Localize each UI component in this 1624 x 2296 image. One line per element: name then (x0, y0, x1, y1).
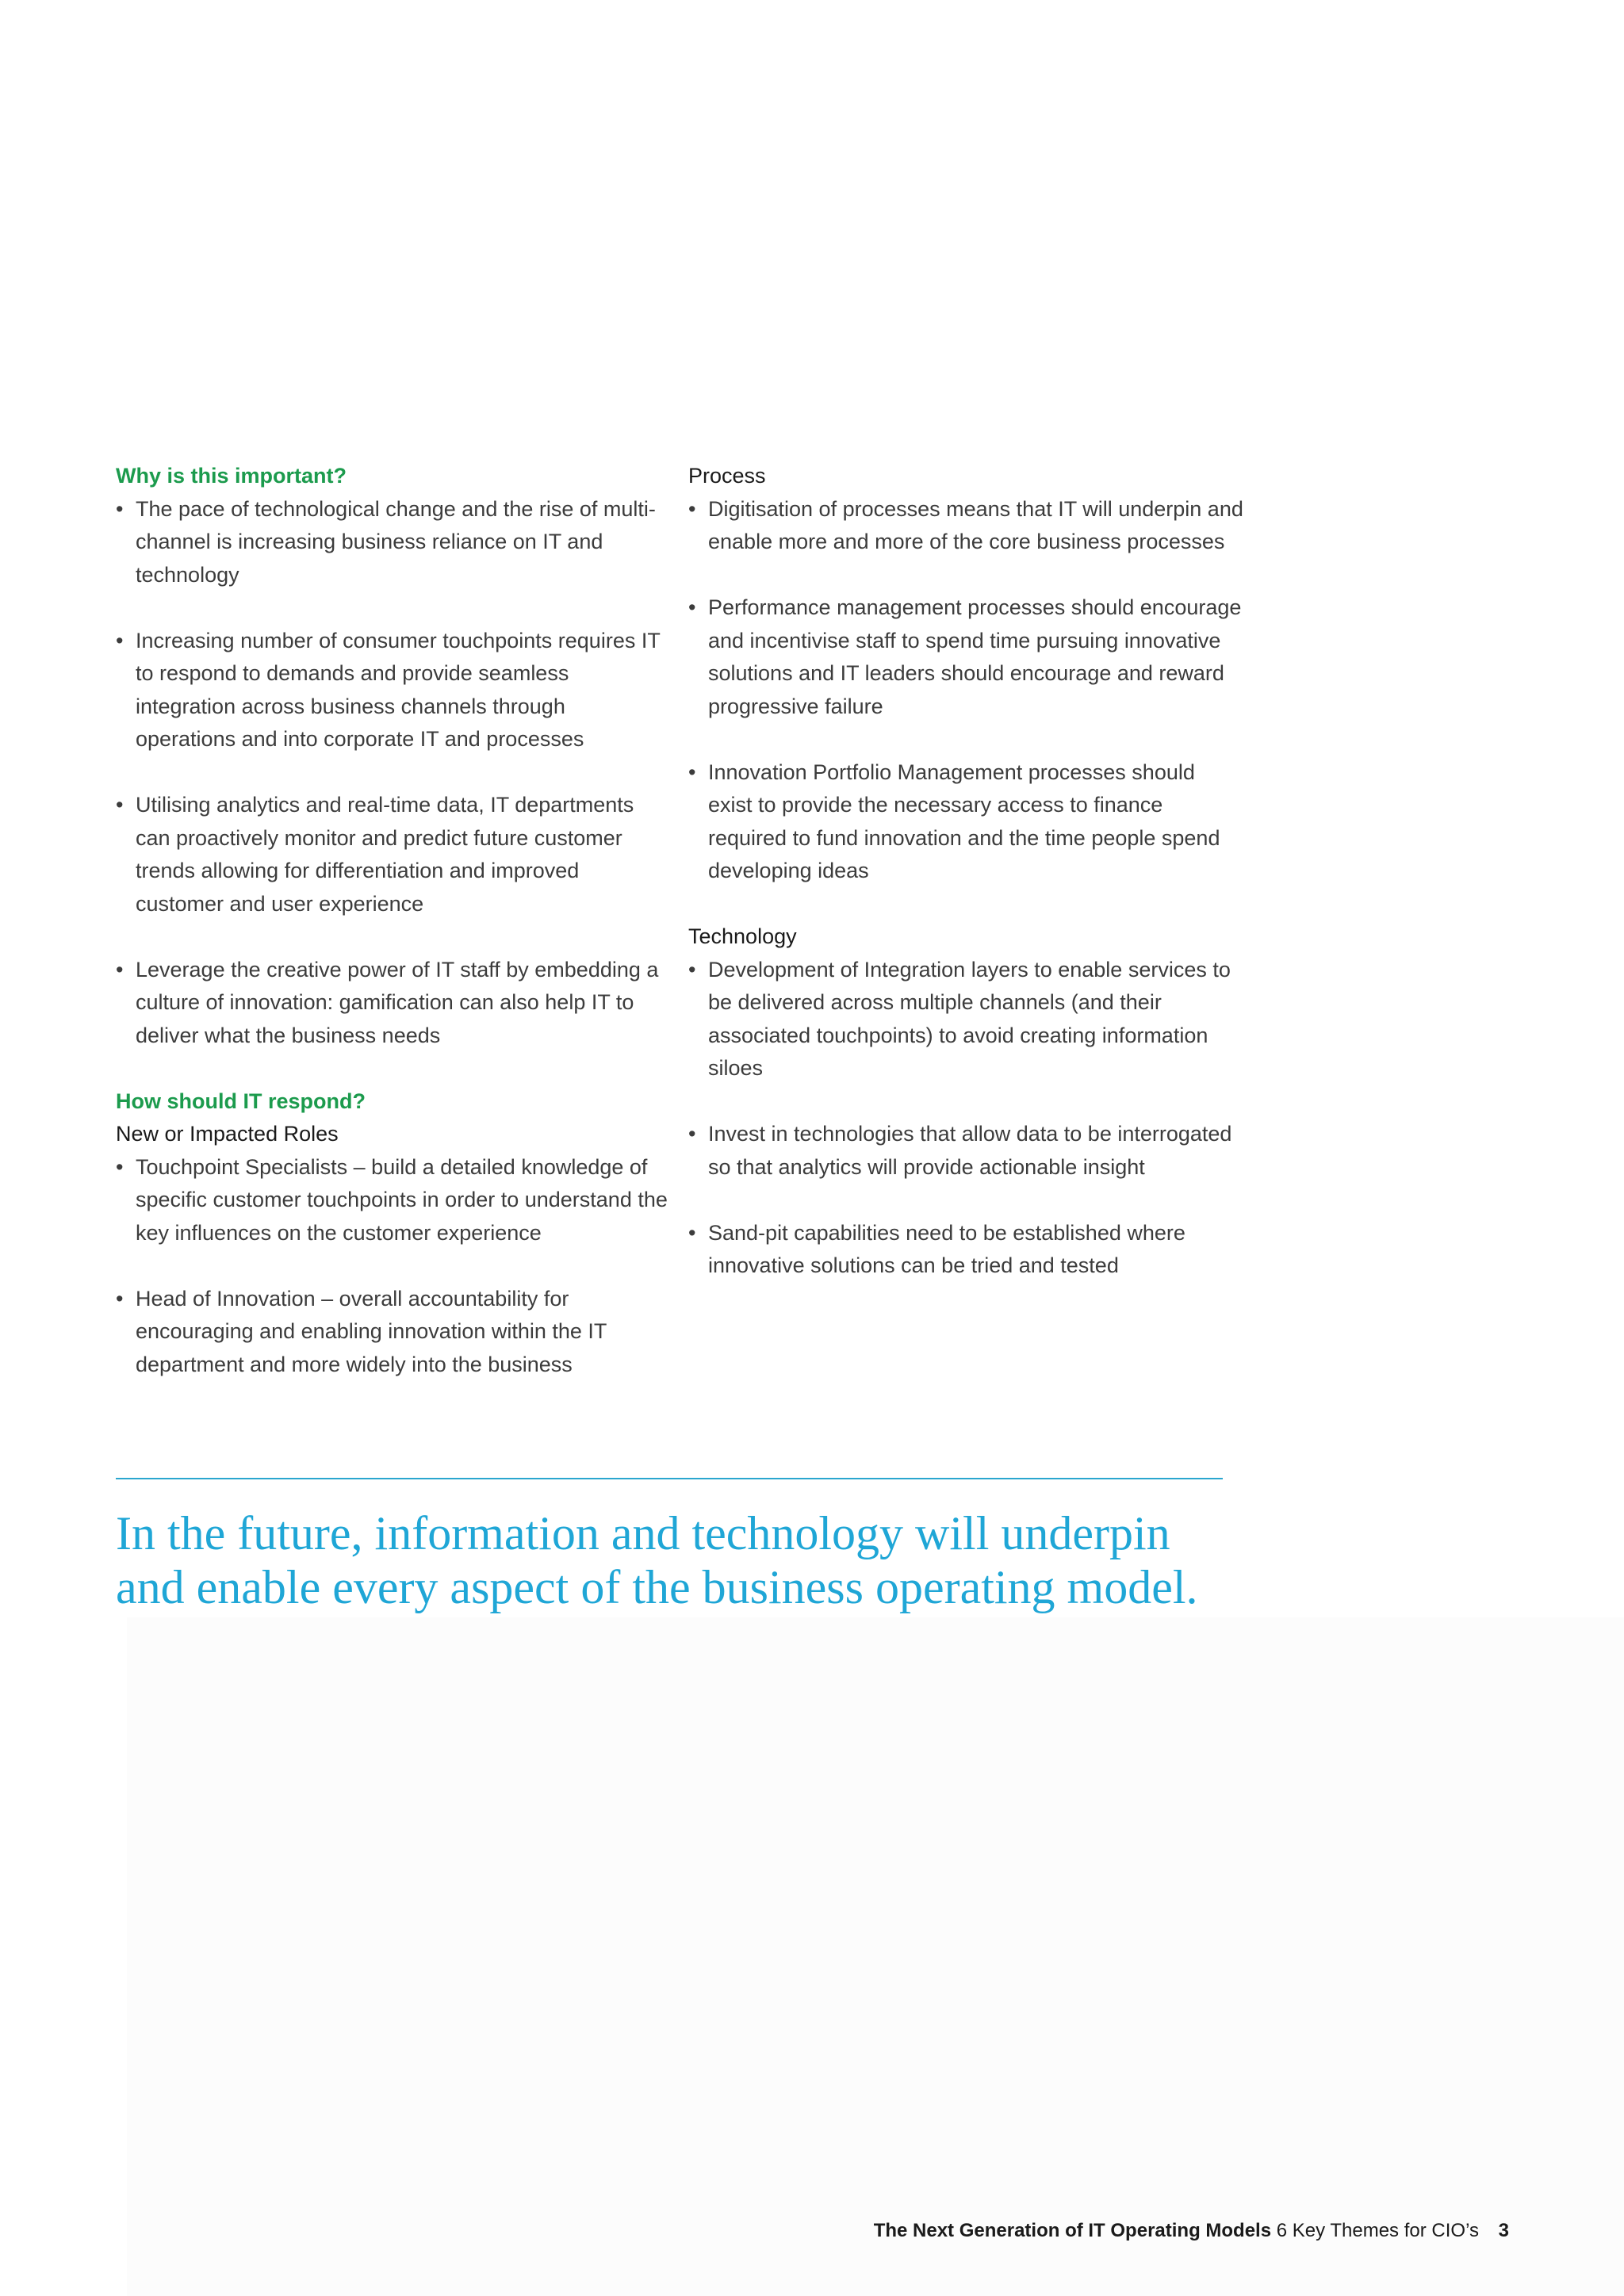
page-footer (874, 2220, 1509, 2242)
process-list (688, 493, 1243, 888)
list-item: • Innovation Portfolio Management processes should exist to provide the necessary access to finance required to fund innovation and the time people spend developing ideas (688, 756, 1243, 888)
roles-subheading: New or Impacted Roles (116, 1122, 339, 1146)
list-item: • Development of Integration layers to enable services to be delivered across multiple channels (and their associated touchpoints) to avoid creating information siloes (688, 954, 1243, 1085)
list-item: • Head of Innovation – overall accountability for encouraging and enabling innovation within the IT department and more widely into the business (116, 1283, 671, 1382)
technology-list (688, 954, 1243, 1283)
list-item: • Leverage the creative power of IT staff by embedding a culture of innovation: gamification can also help IT to deliver what the business needs (116, 954, 671, 1053)
why-important-heading: Why is this important? (116, 464, 347, 488)
list-item: • Sand-pit capabilities need to be established where innovative solutions can be tried and tested (688, 1217, 1243, 1283)
list-item: • The pace of technological change and the rise of multi-channel is increasing business reliance on IT and technology (116, 493, 671, 592)
technology-subheading: Technology (688, 924, 797, 948)
section-divider (116, 1478, 1223, 1479)
list-item: • Touchpoint Specialists – build a detailed knowledge of specific customer touchpoints in order to understand the key influences on the customer experience (116, 1151, 671, 1250)
page-number: 3 (1498, 2220, 1509, 2241)
how-respond-heading: How should IT respond? (116, 1089, 366, 1113)
list-item: • Performance management processes should encourage and incentivise staff to spend time pursuing innovative solutions and IT leaders should encourage and reward progressive failure (688, 591, 1243, 723)
page-background-shade (127, 1617, 1624, 2296)
list-item: • Invest in technologies that allow data to be interrogated so that analytics will provide actionable insight (688, 1118, 1243, 1184)
roles-list (116, 1151, 671, 1382)
footer-subtitle: 6 Key Themes for CIO’s (1276, 2220, 1479, 2241)
list-item: • Increasing number of consumer touchpoints requires IT to respond to demands and provide seamless integration across business channels through operations and into corporate IT and processes (116, 625, 671, 756)
left-column (116, 460, 671, 1414)
list-item: • Digitisation of processes means that IT will underpin and enable more and more of the core business processes (688, 493, 1243, 559)
list-item: • Utilising analytics and real-time data, IT departments can proactively monitor and predict future customer trends allowing for differentiation and improved customer and user experience (116, 789, 671, 920)
footer-title: The Next Generation of IT Operating Models (873, 2220, 1272, 2241)
process-subheading: Process (688, 464, 766, 488)
why-important-list (116, 493, 671, 1053)
right-column (688, 460, 1243, 1315)
pull-quote: In the future, information and technology will underpin and enable every aspect of the business operating model. (116, 1507, 1198, 1613)
